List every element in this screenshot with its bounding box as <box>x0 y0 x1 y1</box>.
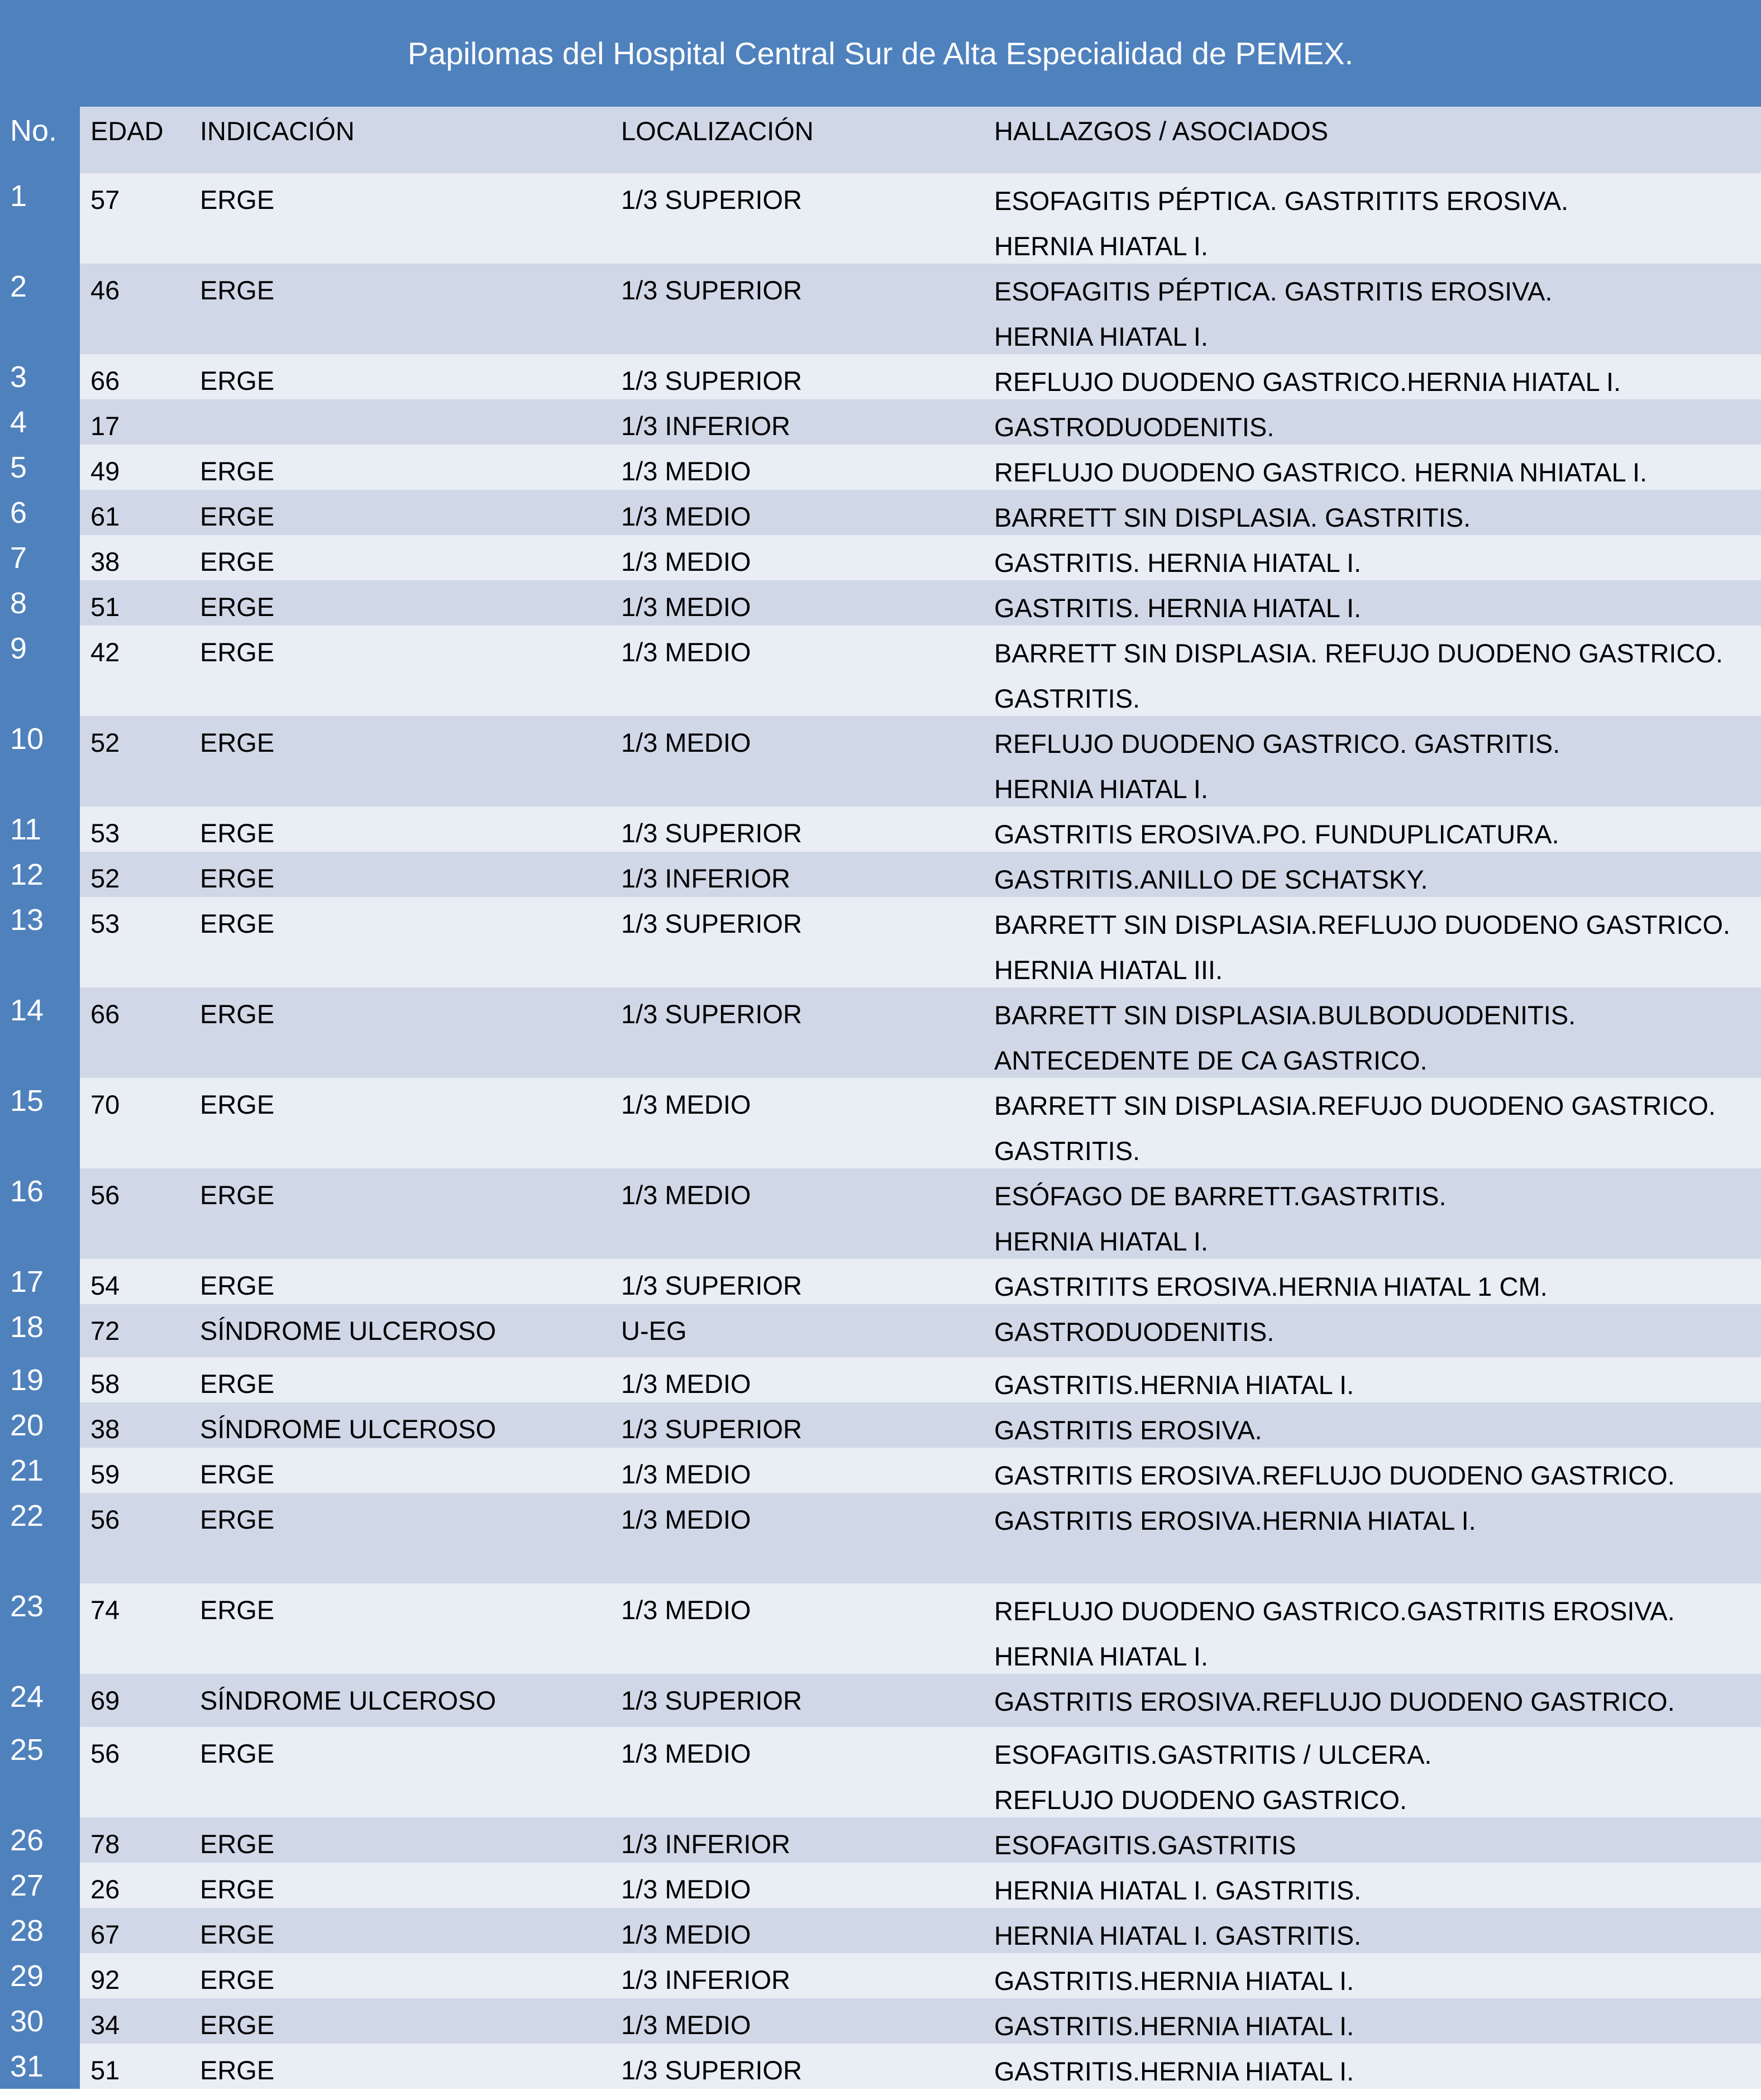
cell-findings <box>994 1448 1675 1493</box>
row-number: 22 <box>0 1493 80 1583</box>
cell-indication: ERGE <box>200 909 275 938</box>
row-number: 16 <box>0 1168 80 1259</box>
cell-location: 1/3 SUPERIOR <box>621 275 802 305</box>
header-findings: HALLAZGOS / ASOCIADOS <box>994 116 1329 146</box>
cell-age: 66 <box>90 999 120 1029</box>
cell-indication: ERGE <box>200 2055 275 2085</box>
row-number: 13 <box>0 897 80 987</box>
cell-location: 1/3 SUPERIOR <box>621 818 802 848</box>
row-number: 29 <box>0 1953 80 1998</box>
row-number: 4 <box>0 399 80 445</box>
cell-age: 67 <box>90 1920 120 1949</box>
findings-line: GASTRITIS EROSIVA.REFLUJO DUODENO GASTRICO. <box>994 1687 1675 1716</box>
cell-location: 1/3 INFERIOR <box>621 411 790 441</box>
cell-age: 74 <box>90 1595 120 1625</box>
cell-indication: ERGE <box>200 547 275 576</box>
row-number: 1 <box>0 173 80 264</box>
cell-location: 1/3 MEDIO <box>621 456 751 486</box>
cell-indication: ERGE <box>200 863 275 893</box>
findings-line: GASTRITIS. HERNIA HIATAL I. <box>994 548 1362 578</box>
row-number: 21 <box>0 1448 80 1493</box>
table-row <box>0 354 1761 399</box>
cell-findings <box>994 987 1576 1078</box>
cell-age: 70 <box>90 1090 120 1119</box>
findings-line: GASTRITIS.HERNIA HIATAL I. <box>994 1370 1354 1400</box>
table-row <box>0 1168 1761 1259</box>
cell-findings <box>994 1863 1361 1908</box>
row-number: 10 <box>0 716 80 806</box>
findings-line: GASTRITIS EROSIVA. <box>994 1415 1262 1445</box>
table-row <box>0 1817 1761 1863</box>
cell-age: 54 <box>90 1271 120 1300</box>
cell-age: 69 <box>90 1686 120 1715</box>
table-row <box>0 1674 1761 1727</box>
table-title-bar <box>0 0 1761 107</box>
cell-indication: ERGE <box>200 1829 275 1859</box>
row-number: 20 <box>0 1402 80 1448</box>
findings-line: ANTECEDENTE DE CA GASTRICO. <box>994 1046 1428 1075</box>
table-row <box>0 1493 1761 1583</box>
findings-line: ESOFAGITIS.GASTRITIS / ULCERA. <box>994 1740 1432 1769</box>
header-location: LOCALIZACIÓN <box>621 116 814 146</box>
findings-line: GASTRITIS. HERNIA HIATAL I. <box>994 593 1362 623</box>
header-indication: INDICACIÓN <box>200 116 355 146</box>
cell-indication: ERGE <box>200 1271 275 1300</box>
cell-findings <box>994 1168 1447 1259</box>
cell-age: 61 <box>90 502 120 531</box>
cell-age: 38 <box>90 547 120 576</box>
findings-line: ESOFAGITIS PÉPTICA. GASTRITITS EROSIVA. <box>994 186 1569 216</box>
papilomas-table <box>0 107 1761 2089</box>
cell-findings <box>994 1259 1548 1304</box>
findings-line: HERNIA HIATAL I. <box>994 1641 1209 1671</box>
cell-findings <box>994 1493 1476 1583</box>
cell-location: 1/3 MEDIO <box>621 592 751 622</box>
table-row <box>0 2044 1761 2089</box>
findings-line: GASTRITIS. <box>994 1136 1140 1166</box>
findings-line: GASTRITIS EROSIVA.HERNIA HIATAL I. <box>994 1506 1476 1535</box>
cell-findings <box>994 1357 1354 1402</box>
findings-line: HERNIA HIATAL I. GASTRITIS. <box>994 1921 1362 1950</box>
cell-indication: ERGE <box>200 1595 275 1625</box>
table-row <box>0 806 1761 852</box>
findings-line: GASTRITIS.HERNIA HIATAL I. <box>994 2011 1354 2041</box>
cell-indication: ERGE <box>200 1739 275 1768</box>
table-row <box>0 1078 1761 1168</box>
cell-indication: ERGE <box>200 1505 275 1534</box>
table-row <box>0 1304 1761 1357</box>
findings-line: ESOFAGITIS PÉPTICA. GASTRITIS EROSIVA. <box>994 276 1553 306</box>
cell-location: 1/3 MEDIO <box>621 1874 751 1904</box>
table-row <box>0 1402 1761 1448</box>
cell-age: 49 <box>90 456 120 486</box>
cell-location: 1/3 SUPERIOR <box>621 999 802 1029</box>
cell-indication: ERGE <box>200 1459 275 1489</box>
findings-line: BARRETT SIN DISPLASIA.REFLUJO DUODENO GASTRICO. <box>994 910 1730 939</box>
row-number: 18 <box>0 1304 80 1357</box>
cell-findings <box>994 1402 1262 1448</box>
cell-findings <box>994 264 1552 354</box>
cell-age: 53 <box>90 909 120 938</box>
table-row <box>0 264 1761 354</box>
cell-indication: ERGE <box>200 1874 275 1904</box>
table-row <box>0 1953 1761 1998</box>
cell-age: 56 <box>90 1180 120 1210</box>
cell-age: 46 <box>90 275 120 305</box>
findings-line: GASTRODUODENITIS. <box>994 1317 1275 1347</box>
cell-location: 1/3 INFERIOR <box>621 863 790 893</box>
cell-indication: ERGE <box>200 1965 275 1994</box>
row-number: 12 <box>0 852 80 897</box>
cell-location: 1/3 SUPERIOR <box>621 2055 802 2085</box>
cell-findings <box>994 852 1428 897</box>
row-number: 5 <box>0 445 80 490</box>
cell-findings <box>994 490 1471 535</box>
findings-line: BARRETT SIN DISPLASIA. GASTRITIS. <box>994 503 1471 532</box>
cell-age: 59 <box>90 1459 120 1489</box>
table-row <box>0 716 1761 806</box>
cell-findings <box>994 1908 1361 1953</box>
findings-line: GASTRITIS EROSIVA.PO. FUNDUPLICATURA. <box>994 819 1559 849</box>
row-number: 28 <box>0 1908 80 1953</box>
row-number: 6 <box>0 490 80 535</box>
cell-findings <box>994 535 1361 580</box>
cell-location: 1/3 MEDIO <box>621 2010 751 2040</box>
cell-findings <box>994 716 1560 806</box>
cell-findings <box>994 806 1559 852</box>
table-title: Papilomas del Hospital Central Sur de Alta Especialidad de PEMEX. <box>407 36 1354 71</box>
cell-age: 38 <box>90 1414 120 1444</box>
cell-age: 52 <box>90 863 120 893</box>
row-number: 26 <box>0 1817 80 1863</box>
table-row <box>0 897 1761 987</box>
cell-indication: SÍNDROME ULCEROSO <box>200 1316 497 1345</box>
row-number: 17 <box>0 1259 80 1304</box>
cell-location: 1/3 MEDIO <box>621 1090 751 1119</box>
cell-findings <box>994 626 1723 716</box>
table-row <box>0 1259 1761 1304</box>
cell-age: 78 <box>90 1829 120 1859</box>
table-row <box>0 173 1761 264</box>
table-row <box>0 987 1761 1078</box>
cell-age: 17 <box>90 411 120 441</box>
cell-indication: ERGE <box>200 1180 275 1210</box>
table-row <box>0 1448 1761 1493</box>
cell-findings <box>994 2044 1354 2089</box>
row-number: 27 <box>0 1863 80 1908</box>
cell-location: 1/3 MEDIO <box>621 1739 751 1768</box>
row-number: 31 <box>0 2044 80 2089</box>
cell-age: 92 <box>90 1965 120 1994</box>
cell-findings <box>994 354 1621 399</box>
row-number: 3 <box>0 354 80 399</box>
cell-indication: ERGE <box>200 637 275 667</box>
findings-line: HERNIA HIATAL I. <box>994 1226 1209 1256</box>
row-number: 8 <box>0 580 80 626</box>
cell-location: 1/3 MEDIO <box>621 1920 751 1949</box>
findings-line: GASTRITIS.ANILLO DE SCHATSKY. <box>994 865 1428 894</box>
header-no: No. <box>0 107 80 173</box>
cell-findings <box>994 173 1568 264</box>
cell-location: 1/3 SUPERIOR <box>621 185 802 214</box>
cell-findings <box>994 580 1361 626</box>
cell-location: 1/3 SUPERIOR <box>621 366 802 395</box>
findings-line: HERNIA HIATAL I. <box>994 231 1209 261</box>
cell-location: 1/3 SUPERIOR <box>621 1414 802 1444</box>
cell-findings <box>994 1674 1675 1727</box>
row-number: 23 <box>0 1583 80 1674</box>
findings-line: GASTRITITS EROSIVA.HERNIA HIATAL 1 CM. <box>994 1272 1548 1301</box>
table-row <box>0 626 1761 716</box>
cell-location: U-EG <box>621 1316 687 1345</box>
cell-location: 1/3 MEDIO <box>621 1369 751 1399</box>
findings-line: GASTRITIS. <box>994 684 1140 713</box>
cell-findings <box>994 1078 1716 1168</box>
table-row <box>0 580 1761 626</box>
cell-age: 58 <box>90 1369 120 1399</box>
cell-age: 56 <box>90 1505 120 1534</box>
row-number: 15 <box>0 1078 80 1168</box>
cell-indication: ERGE <box>200 818 275 848</box>
cell-location: 1/3 SUPERIOR <box>621 1686 802 1715</box>
cell-indication: ERGE <box>200 999 275 1029</box>
cell-indication: ERGE <box>200 502 275 531</box>
findings-line: BARRETT SIN DISPLASIA.REFUJO DUODENO GASTRICO. <box>994 1091 1716 1120</box>
row-number: 30 <box>0 1998 80 2044</box>
findings-line: ESÓFAGO DE BARRETT.GASTRITIS. <box>994 1181 1447 1211</box>
cell-location: 1/3 MEDIO <box>621 1459 751 1489</box>
cell-location: 1/3 MEDIO <box>621 502 751 531</box>
row-number: 2 <box>0 264 80 354</box>
table-row <box>0 1863 1761 1908</box>
row-number: 11 <box>0 806 80 852</box>
cell-location: 1/3 MEDIO <box>621 547 751 576</box>
findings-line: GASTRITIS EROSIVA.REFLUJO DUODENO GASTRICO. <box>994 1461 1675 1490</box>
cell-location: 1/3 MEDIO <box>621 637 751 667</box>
header-row <box>0 107 1761 173</box>
findings-line: REFLUJO DUODENO GASTRICO.GASTRITIS EROSIVA. <box>994 1596 1675 1626</box>
cell-findings <box>994 1817 1296 1863</box>
cell-indication: ERGE <box>200 1920 275 1949</box>
cell-age: 51 <box>90 592 120 622</box>
cell-location: 1/3 MEDIO <box>621 728 751 757</box>
cell-indication: ERGE <box>200 1369 275 1399</box>
cell-location: 1/3 MEDIO <box>621 1505 751 1534</box>
cell-findings <box>994 1304 1274 1357</box>
cell-location: 1/3 MEDIO <box>621 1595 751 1625</box>
table-row <box>0 1583 1761 1674</box>
table-body <box>0 173 1761 2089</box>
cell-indication: ERGE <box>200 275 275 305</box>
cell-indication: ERGE <box>200 728 275 757</box>
cell-location: 1/3 SUPERIOR <box>621 909 802 938</box>
cell-findings <box>994 1583 1675 1674</box>
cell-findings <box>994 1998 1354 2044</box>
findings-line: REFLUJO DUODENO GASTRICO. HERNIA NHIATAL I. <box>994 457 1648 487</box>
cell-findings <box>994 1953 1354 1998</box>
table-row <box>0 535 1761 580</box>
findings-line: BARRETT SIN DISPLASIA.BULBODUODENITIS. <box>994 1000 1576 1030</box>
findings-line: REFLUJO DUODENO GASTRICO. GASTRITIS. <box>994 729 1560 758</box>
table-row <box>0 1998 1761 2044</box>
findings-line: GASTRITIS.HERNIA HIATAL I. <box>994 2056 1354 2086</box>
findings-line: HERNIA HIATAL I. <box>994 322 1209 351</box>
cell-age: 53 <box>90 818 120 848</box>
header-age: EDAD <box>90 116 164 146</box>
cell-findings <box>994 897 1730 987</box>
cell-age: 57 <box>90 185 120 214</box>
row-number: 19 <box>0 1357 80 1402</box>
cell-indication: SÍNDROME ULCEROSO <box>200 1414 497 1444</box>
cell-age: 42 <box>90 637 120 667</box>
cell-indication: SÍNDROME ULCEROSO <box>200 1686 497 1715</box>
cell-indication: ERGE <box>200 592 275 622</box>
cell-indication: ERGE <box>200 366 275 395</box>
table-row <box>0 1908 1761 1953</box>
cell-age: 51 <box>90 2055 120 2085</box>
findings-line: HERNIA HIATAL I. <box>994 774 1209 804</box>
row-number: 24 <box>0 1674 80 1727</box>
cell-location: 1/3 INFERIOR <box>621 1965 790 1994</box>
findings-line: HERNIA HIATAL I. GASTRITIS. <box>994 1875 1362 1905</box>
table-row <box>0 1357 1761 1402</box>
findings-line: ESOFAGITIS.GASTRITIS <box>994 1830 1296 1860</box>
cell-findings <box>994 1727 1432 1817</box>
findings-line: HERNIA HIATAL III. <box>994 955 1223 985</box>
cell-indication: ERGE <box>200 2010 275 2040</box>
cell-age: 34 <box>90 2010 120 2040</box>
cell-location: 1/3 SUPERIOR <box>621 1271 802 1300</box>
table-row <box>0 445 1761 490</box>
cell-age: 56 <box>90 1739 120 1768</box>
findings-line: BARRETT SIN DISPLASIA. REFUJO DUODENO GASTRICO. <box>994 638 1723 668</box>
cell-age: 66 <box>90 366 120 395</box>
findings-line: GASTRITIS.HERNIA HIATAL I. <box>994 1966 1354 1996</box>
cell-location: 1/3 MEDIO <box>621 1180 751 1210</box>
cell-indication: ERGE <box>200 185 275 214</box>
findings-line: GASTRODUODENITIS. <box>994 412 1275 442</box>
cell-findings <box>994 445 1647 490</box>
cell-indication: ERGE <box>200 1090 275 1119</box>
findings-line: REFLUJO DUODENO GASTRICO.HERNIA HIATAL I. <box>994 367 1621 397</box>
cell-findings <box>994 399 1274 445</box>
row-number: 9 <box>0 626 80 716</box>
cell-indication: ERGE <box>200 456 275 486</box>
table-row <box>0 490 1761 535</box>
row-number: 25 <box>0 1727 80 1817</box>
cell-age: 52 <box>90 728 120 757</box>
row-number: 14 <box>0 987 80 1078</box>
row-number: 7 <box>0 535 80 580</box>
table-row <box>0 399 1761 445</box>
table-row <box>0 852 1761 897</box>
findings-line: REFLUJO DUODENO GASTRICO. <box>994 1785 1407 1815</box>
cell-age: 26 <box>90 1874 120 1904</box>
cell-age: 72 <box>90 1316 120 1345</box>
table-row <box>0 1727 1761 1817</box>
cell-location: 1/3 INFERIOR <box>621 1829 790 1859</box>
